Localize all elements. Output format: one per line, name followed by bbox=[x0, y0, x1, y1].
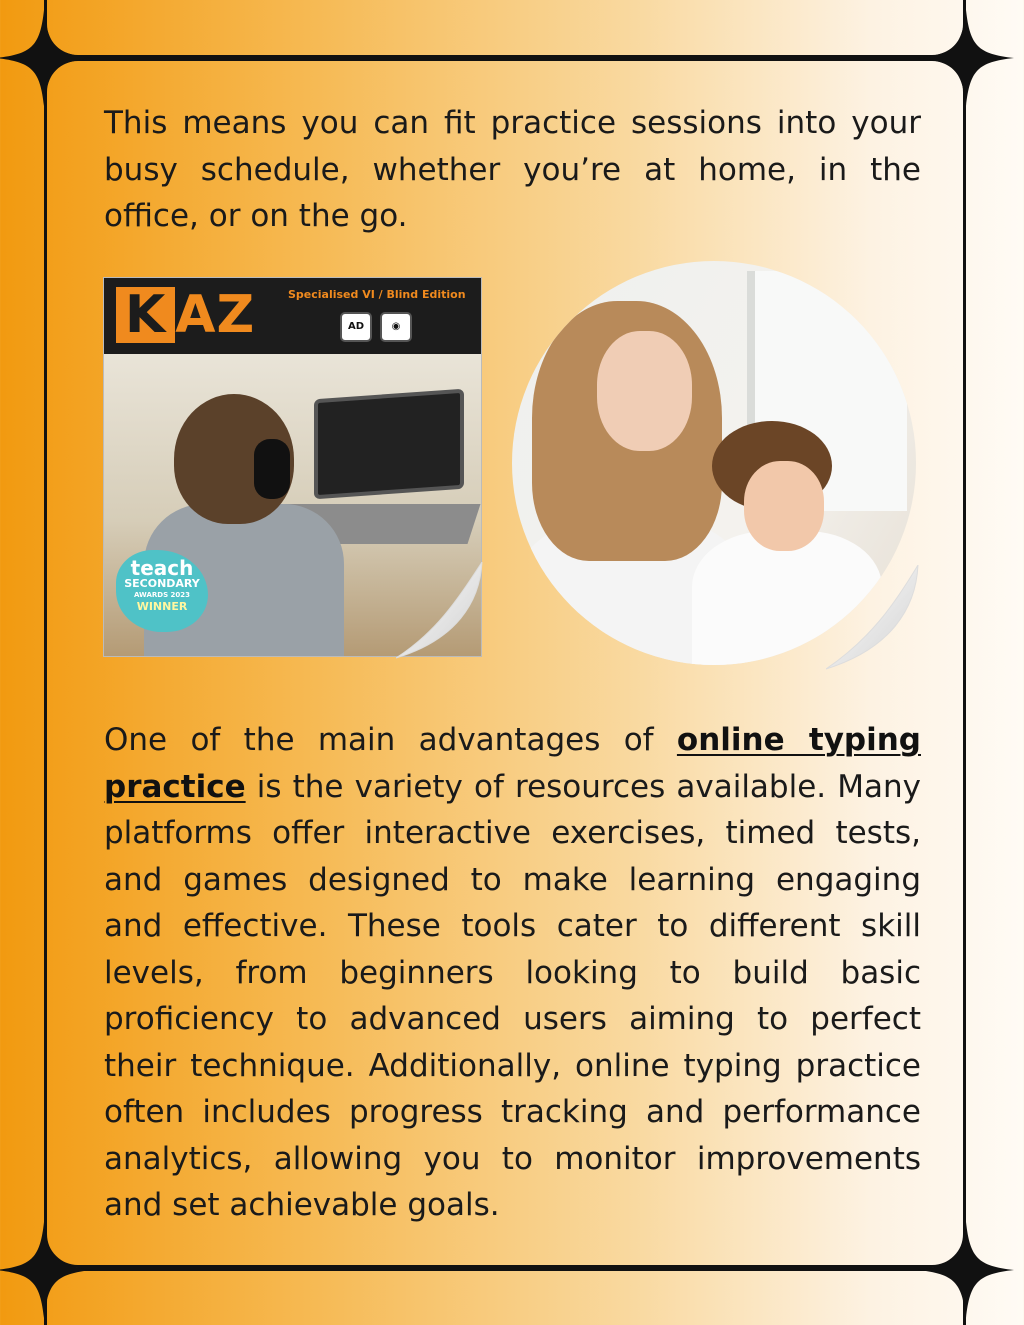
laptop-screen bbox=[314, 389, 464, 499]
intro-paragraph: This means you can fit practice sessions into your busy schedule, whether you’re at home, in the office, or on the go. bbox=[104, 105, 921, 234]
audio-description-icon: AD bbox=[340, 312, 372, 342]
advantages-paragraph bbox=[104, 717, 921, 1229]
kaz-header bbox=[104, 278, 481, 354]
kaz-logo-k: K bbox=[116, 287, 175, 343]
woman-face bbox=[597, 331, 692, 451]
four-point-star-icon bbox=[918, 10, 1014, 106]
page-curl-icon bbox=[826, 565, 922, 671]
kaz-logo bbox=[116, 286, 255, 344]
frame-top-panel bbox=[44, 0, 966, 58]
page-curl-icon bbox=[396, 562, 492, 660]
award-line-3: AWARDS 2023 bbox=[133, 591, 191, 599]
four-point-star-icon bbox=[0, 10, 92, 106]
four-point-star-icon bbox=[0, 1222, 92, 1318]
kaz-logo-rest: AZ bbox=[175, 285, 256, 345]
award-line-4: WINNER bbox=[136, 600, 188, 613]
award-line-2: SECONDARY bbox=[124, 577, 200, 590]
paragraph-text-end: is the variety of resources available. Many platforms offer interactive exercises, timed tests, and games designed to make learning engaging and effective. These tools cater to different skill levels, from beginners looking to build basic proficiency to advanced users aiming to perfect their technique. Additionally, online typing practice often includes progress tracking and performance analytics, allowing you to monitor improvements and set achievable goals. bbox=[104, 768, 921, 1223]
eye-icon: ◉ bbox=[380, 312, 412, 342]
girl-face bbox=[744, 461, 824, 551]
award-line-1: teach bbox=[130, 556, 194, 580]
online-typing-practice-link[interactable]: online typing practice bbox=[104, 722, 921, 805]
frame-bottom-panel bbox=[44, 1268, 966, 1325]
edition-label: Specialised VI / Blind Edition bbox=[288, 288, 466, 301]
paragraph-text-start: One of the main advantages of bbox=[104, 722, 677, 758]
four-point-star-icon bbox=[918, 1222, 1014, 1318]
award-badge bbox=[116, 550, 208, 632]
headphones bbox=[254, 439, 290, 499]
